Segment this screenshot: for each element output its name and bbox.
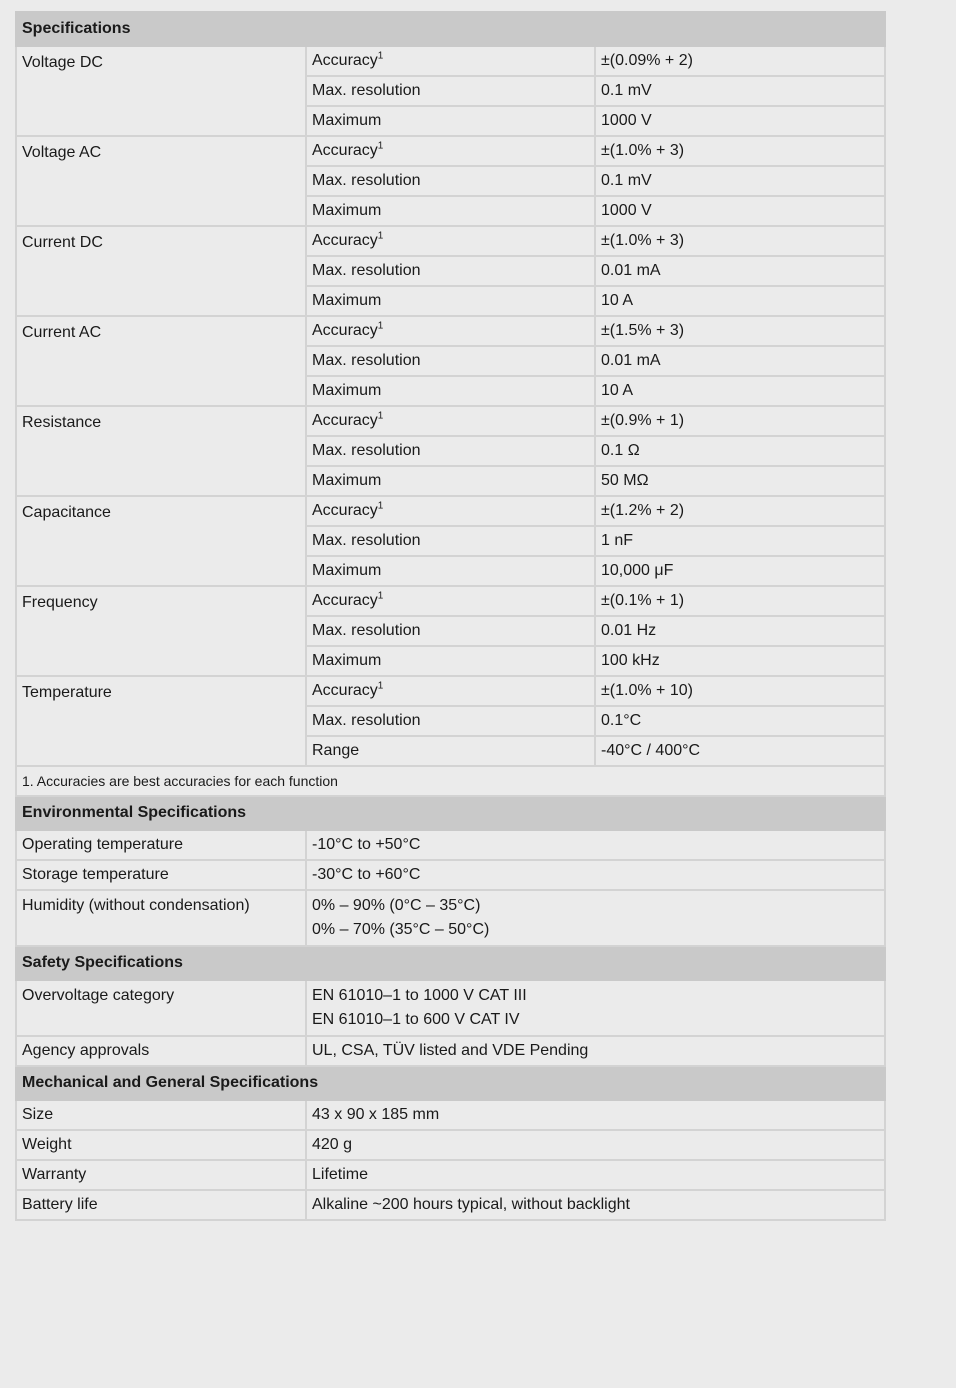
- footnote-marker: 1: [377, 680, 384, 692]
- spec-label-cell: [306, 286, 595, 316]
- spec-sheet: [15, 11, 884, 1221]
- spec-row: [16, 226, 885, 256]
- footnote-marker: 1: [377, 500, 384, 512]
- spec-label-cell: [306, 586, 595, 616]
- spec-row: [16, 46, 885, 76]
- spec-value-cell: [306, 980, 885, 1036]
- spec-label: Accuracy: [312, 592, 378, 609]
- footnote-row: [16, 766, 885, 796]
- spec-label: Size: [16, 1100, 306, 1130]
- spec-row: [16, 496, 885, 526]
- spec-value-cell: [306, 1190, 885, 1220]
- spec-value: 50 MΩ: [595, 466, 885, 496]
- spec-label: Warranty: [16, 1160, 306, 1190]
- section-header-row: [16, 946, 885, 980]
- spec-value-line: -10°C to +50°C: [312, 836, 421, 853]
- spec-label-cell: [306, 406, 595, 436]
- spec-label: Maximum: [312, 652, 382, 669]
- spec-value: ±(1.0% + 3): [595, 136, 885, 166]
- spec-label: Max. resolution: [312, 712, 421, 729]
- spec-row: [16, 890, 885, 946]
- spec-label: Maximum: [312, 472, 382, 489]
- spec-value-cell: [306, 830, 885, 860]
- spec-value: 0.01 mA: [595, 346, 885, 376]
- spec-label-cell: [306, 526, 595, 556]
- spec-value: ±(0.09% + 2): [595, 46, 885, 76]
- spec-value-cell: [306, 1130, 885, 1160]
- spec-row: [16, 1100, 885, 1130]
- spec-row: [16, 1130, 885, 1160]
- spec-label-cell: [306, 706, 595, 736]
- measurement-name: Current DC: [16, 226, 306, 316]
- spec-value: 0.01 Hz: [595, 616, 885, 646]
- spec-value-cell: [306, 1036, 885, 1066]
- spec-label: Overvoltage category: [16, 980, 306, 1036]
- spec-row: [16, 1036, 885, 1066]
- spec-value: 10 A: [595, 376, 885, 406]
- spec-label: Maximum: [312, 202, 382, 219]
- footnote-marker: 1: [377, 230, 384, 242]
- spec-label: Max. resolution: [312, 172, 421, 189]
- spec-label: Maximum: [312, 562, 382, 579]
- spec-value: ±(1.0% + 10): [595, 676, 885, 706]
- spec-value: 1000 V: [595, 196, 885, 226]
- spec-label: Maximum: [312, 382, 382, 399]
- spec-value-cell: [306, 860, 885, 890]
- spec-label-cell: [306, 646, 595, 676]
- section-heading: Safety Specifications: [16, 946, 885, 980]
- spec-row: [16, 136, 885, 166]
- spec-label: Max. resolution: [312, 622, 421, 639]
- measurement-name: Voltage AC: [16, 136, 306, 226]
- measurement-name: Frequency: [16, 586, 306, 676]
- spec-label: Max. resolution: [312, 262, 421, 279]
- spec-label-cell: [306, 736, 595, 766]
- spec-label: Humidity (without condensation): [16, 890, 306, 946]
- spec-value: ±(1.5% + 3): [595, 316, 885, 346]
- spec-label: Accuracy: [312, 412, 378, 429]
- spec-value: 10,000 μF: [595, 556, 885, 586]
- spec-label: Agency approvals: [16, 1036, 306, 1066]
- measurement-name: Temperature: [16, 676, 306, 766]
- spec-label-cell: [306, 106, 595, 136]
- spec-label-cell: [306, 196, 595, 226]
- measurement-name: Resistance: [16, 406, 306, 496]
- spec-label: Range: [312, 742, 360, 759]
- spec-label: Max. resolution: [312, 442, 421, 459]
- spec-row: [16, 406, 885, 436]
- spec-value: ±(1.2% + 2): [595, 496, 885, 526]
- spec-label-cell: [306, 676, 595, 706]
- spec-value: 0.1 mV: [595, 166, 885, 196]
- spec-label-cell: [306, 256, 595, 286]
- section-header-row: [16, 1066, 885, 1100]
- spec-label: Accuracy: [312, 682, 378, 699]
- measurement-name: Capacitance: [16, 496, 306, 586]
- spec-value-line: UL, CSA, TÜV listed and VDE Pending: [312, 1042, 589, 1059]
- spec-label: Battery life: [16, 1190, 306, 1220]
- spec-value-line: EN 61010–1 to 600 V CAT IV: [312, 1011, 520, 1028]
- spec-label: Accuracy: [312, 142, 378, 159]
- spec-value-line: 420 g: [312, 1136, 353, 1153]
- spec-label: Accuracy: [312, 322, 378, 339]
- spec-value: 100 kHz: [595, 646, 885, 676]
- spec-label-cell: [306, 166, 595, 196]
- footnote-marker: 1: [377, 140, 384, 152]
- spec-label: Accuracy: [312, 502, 378, 519]
- spec-label-cell: [306, 376, 595, 406]
- spec-label-cell: [306, 136, 595, 166]
- measurement-name: Current AC: [16, 316, 306, 406]
- spec-label: Storage temperature: [16, 860, 306, 890]
- footnote: 1. Accuracies are best accuracies for each function: [16, 766, 885, 796]
- spec-value: 1 nF: [595, 526, 885, 556]
- measurement-name: Voltage DC: [16, 46, 306, 136]
- spec-row: [16, 586, 885, 616]
- spec-label: Max. resolution: [312, 352, 421, 369]
- footnote-marker: 1: [377, 320, 384, 332]
- spec-row: [16, 316, 885, 346]
- spec-label-cell: [306, 556, 595, 586]
- section-heading: Environmental Specifications: [16, 796, 885, 830]
- spec-value: ±(0.1% + 1): [595, 586, 885, 616]
- section-header-row: [16, 12, 885, 46]
- footnote-marker: 1: [377, 50, 384, 62]
- spec-value-line: 0% – 90% (0°C – 35°C): [312, 897, 481, 914]
- spec-value-cell: [306, 1100, 885, 1130]
- spec-value: 0.1°C: [595, 706, 885, 736]
- spec-label: Accuracy: [312, 232, 378, 249]
- spec-label-cell: [306, 616, 595, 646]
- spec-value-line: 43 x 90 x 185 mm: [312, 1106, 440, 1123]
- spec-label-cell: [306, 226, 595, 256]
- spec-value: 0.01 mA: [595, 256, 885, 286]
- spec-row: [16, 980, 885, 1036]
- section-heading: Mechanical and General Specifications: [16, 1066, 885, 1100]
- spec-label: Weight: [16, 1130, 306, 1160]
- spec-label: Accuracy: [312, 52, 378, 69]
- spec-label-cell: [306, 436, 595, 466]
- spec-label: Maximum: [312, 112, 382, 129]
- spec-row: [16, 1190, 885, 1220]
- spec-value: ±(0.9% + 1): [595, 406, 885, 436]
- spec-value: 0.1 mV: [595, 76, 885, 106]
- spec-label-cell: [306, 466, 595, 496]
- spec-row: [16, 1160, 885, 1190]
- spec-row: [16, 676, 885, 706]
- spec-value: -40°C / 400°C: [595, 736, 885, 766]
- spec-label-cell: [306, 496, 595, 526]
- section-heading: Specifications: [16, 12, 885, 46]
- spec-value: 1000 V: [595, 106, 885, 136]
- spec-label: Max. resolution: [312, 532, 421, 549]
- spec-value-line: Alkaline ~200 hours typical, without backlight: [312, 1196, 630, 1213]
- spec-value-line: 0% – 70% (35°C – 50°C): [312, 921, 490, 938]
- spec-label: Maximum: [312, 292, 382, 309]
- spec-label-cell: [306, 346, 595, 376]
- spec-label: Max. resolution: [312, 82, 421, 99]
- footnote-marker: 1: [377, 410, 384, 422]
- spec-value-line: EN 61010–1 to 1000 V CAT III: [312, 987, 527, 1004]
- section-header-row: [16, 796, 885, 830]
- spec-value: ±(1.0% + 3): [595, 226, 885, 256]
- spec-value: 0.1 Ω: [595, 436, 885, 466]
- spec-value-cell: [306, 890, 885, 946]
- spec-value: 10 A: [595, 286, 885, 316]
- spec-label-cell: [306, 316, 595, 346]
- spec-value-line: -30°C to +60°C: [312, 866, 421, 883]
- spec-label-cell: [306, 76, 595, 106]
- spec-value-cell: [306, 1160, 885, 1190]
- specifications-table: [15, 11, 886, 1221]
- spec-row: [16, 860, 885, 890]
- footnote-marker: 1: [377, 590, 384, 602]
- spec-value-line: Lifetime: [312, 1166, 369, 1183]
- spec-row: [16, 830, 885, 860]
- spec-label: Operating temperature: [16, 830, 306, 860]
- spec-label-cell: [306, 46, 595, 76]
